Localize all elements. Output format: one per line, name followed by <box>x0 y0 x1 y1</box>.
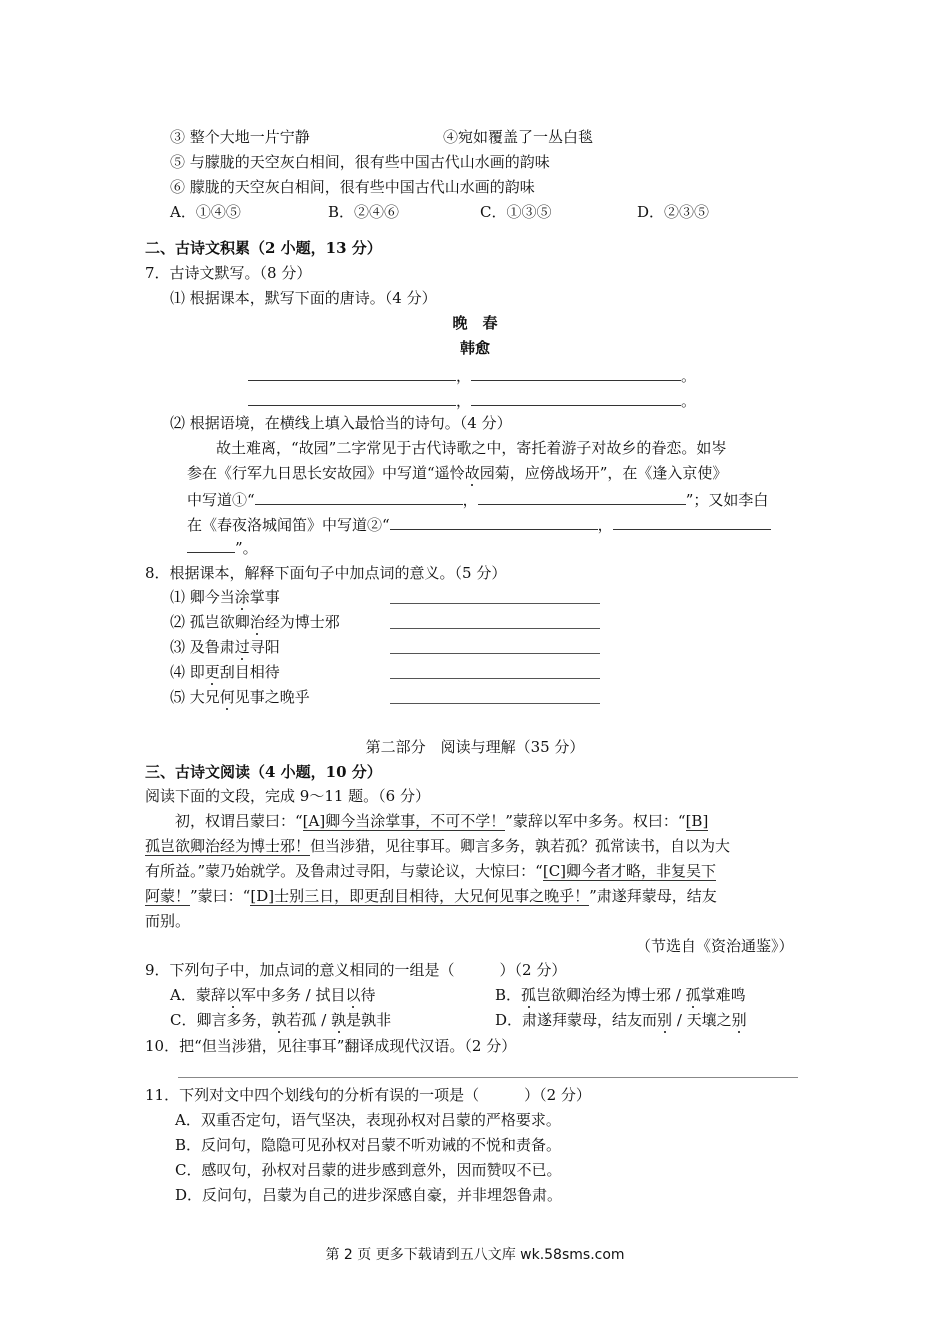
q7-passage-line-2 <box>187 463 727 483</box>
q9-option-c <box>170 1010 391 1030</box>
q8-answer-line[interactable] <box>390 603 600 604</box>
text: 刮目相待 <box>219 663 280 681</box>
text: D．肃遂拜蒙母，结友而 <box>495 1011 658 1029</box>
q8-item-2 <box>170 612 340 632</box>
text: 园菊，应傍战场开”，在《逢入京使》 <box>479 464 728 482</box>
q8-answer-line[interactable] <box>390 653 600 654</box>
comma: ， <box>597 516 613 534</box>
answer-blank[interactable] <box>613 515 771 530</box>
dotted-char: 过 <box>234 638 250 656</box>
answer-blank[interactable] <box>248 391 456 406</box>
q8-answer-line[interactable] <box>390 703 600 704</box>
text: 待 <box>360 986 376 1004</box>
dotted-char: 孰 <box>331 1011 347 1029</box>
text: ⑵ 孤岂欲卿 <box>170 613 250 631</box>
q10-stem: 10．把“但当涉猎，见往事耳”翻译成现代汉语。（2 分） <box>145 1037 517 1055</box>
text: 在《春夜洛城闻笛》中写道②“ <box>187 516 390 534</box>
text: ⑴ 卿今当 <box>170 588 235 606</box>
dotted-char: 别 <box>731 1011 747 1029</box>
comma: ， <box>456 392 472 410</box>
q6-option-4: ④宛如覆盖了一丛白毯 <box>443 128 594 146</box>
passage-source: （节选自《资治通鉴》） <box>636 937 794 955</box>
underlined-sentence-a: [A]卿今当涂掌事，不可不学！ <box>302 812 506 830</box>
period: 。 <box>681 367 697 385</box>
text: ”蒙辞以军中多务。权曰：“ <box>505 812 686 830</box>
underlined-sentence-b: [B] <box>685 812 709 830</box>
poem-title: 晚 春 <box>452 314 498 332</box>
q7-passage-line-4 <box>187 515 771 535</box>
passage-line-1 <box>175 811 708 831</box>
q7-stem: 7．古诗文默写。（8 分） <box>145 264 312 282</box>
dotted-char: 更 <box>204 663 220 681</box>
text: 若孤 / <box>286 1011 332 1029</box>
q11-option-a: A．双重否定句，语气坚决，表现孙权对吕蒙的严格要求。 <box>175 1111 561 1129</box>
answer-blank[interactable] <box>248 366 456 381</box>
text: ”蒙曰：“ <box>190 887 251 905</box>
text: 岂欲卿治经为博士邪 / <box>536 986 686 1004</box>
section3-intro: 阅读下面的文段，完成 9～11 题。（6 分） <box>145 787 430 805</box>
section2-title: 二、古诗文积累（2 小题，13 分） <box>145 239 382 257</box>
q9-option-d <box>495 1010 747 1030</box>
text: 中写道①“ <box>187 491 255 509</box>
q8-item-4 <box>170 662 280 682</box>
q11-stem: 11．下列对文中四个划线句的分析有误的一项是（ ）（2 分） <box>145 1086 591 1104</box>
q8-item-3 <box>170 637 280 657</box>
q6-option-3: ③ 整个大地一片宁静 <box>170 128 310 146</box>
dotted-char: 孤 <box>685 986 701 1004</box>
text: A．蒙辞 <box>170 986 226 1004</box>
q6-option-6: ⑥ 朦胧的天空灰白相间，很有些中国古代山水画的韵味 <box>170 178 535 196</box>
text: 掌事 <box>249 588 280 606</box>
poem-author: 韩愈 <box>459 339 490 357</box>
answer-blank[interactable] <box>478 490 686 505</box>
q7-sub2: ⑵ 根据语境，在横线上填入最恰当的诗句。（4 分） <box>170 414 512 432</box>
dotted-char: 故 <box>464 464 480 482</box>
q8-item-5 <box>170 687 310 707</box>
dotted-char: 别 <box>657 1011 673 1029</box>
comma: ， <box>456 367 472 385</box>
answer-blank[interactable] <box>187 538 235 553</box>
q7-passage-line-1: 故土难离，“故园”二字常见于古代诗歌之中，寄托着游子对故乡的眷恋。如岑 <box>216 439 727 457</box>
q6-option-5: ⑤ 与朦胧的天空灰白相间，很有些中国古代山水画的韵味 <box>170 153 550 171</box>
q8-answer-line[interactable] <box>390 628 600 629</box>
q8-answer-line[interactable] <box>390 678 600 679</box>
q9-option-b <box>495 985 746 1005</box>
poem-line-1 <box>248 366 696 386</box>
passage-line-5: 而别。 <box>145 912 191 930</box>
answer-blank[interactable] <box>471 366 681 381</box>
underlined-sentence-d: [D]士别三日，即更刮目相待，大兄何见事之晚乎！ <box>250 887 590 905</box>
text: ”肃遂拜蒙母，结友 <box>589 887 717 905</box>
text: 寻阳 <box>249 638 280 656</box>
passage-line-2 <box>145 836 730 856</box>
q9-stem: 9．下列句子中，加点词的意义相同的一组是（ ）（2 分） <box>145 961 567 979</box>
dotted-char: 涂 <box>234 588 250 606</box>
q6-choice-d: D．②③⑤ <box>637 203 710 221</box>
text: ⑷ 即 <box>170 663 205 681</box>
text: 见事之晚乎 <box>234 688 310 706</box>
dotted-char: 以 <box>345 986 361 1004</box>
period: 。 <box>681 392 697 410</box>
section3-title: 三、古诗文阅读（4 小题，10 分） <box>145 763 382 781</box>
dotted-char: 孰 <box>271 1011 287 1029</box>
dotted-char: 以 <box>225 986 241 1004</box>
text: ⑸ 大兄 <box>170 688 220 706</box>
text: 军中多务 / 拭目 <box>240 986 346 1004</box>
q10-answer-line[interactable] <box>178 1077 798 1078</box>
text: / 天壤之 <box>672 1011 732 1029</box>
q6-choice-c: C．①③⑤ <box>480 203 552 221</box>
text: ⑶ 及鲁肃 <box>170 638 235 656</box>
answer-blank[interactable] <box>390 515 598 530</box>
answer-blank[interactable] <box>255 490 463 505</box>
text: 初，权谓吕蒙曰：“ <box>175 812 303 830</box>
q8-item-1 <box>170 587 280 607</box>
dotted-char: 孤 <box>521 986 537 1004</box>
underlined-sentence-c: [C]卿今者才略，非复吴下 <box>542 862 717 880</box>
q8-stem: 8．根据课本，解释下面句子中加点词的意义。（5 分） <box>145 564 507 582</box>
page-footer: 第 2 页 更多下载请到五八文库 wk.58sms.com <box>325 1247 625 1263</box>
dotted-char: 何 <box>219 688 235 706</box>
text: 参在《行军九日思长安故园》中写道“遥怜 <box>187 464 465 482</box>
dotted-char: 治 <box>249 613 265 631</box>
q7-sub1: ⑴ 根据课本，默写下面的唐诗。（4 分） <box>170 289 437 307</box>
text: 但当涉猎，见往事耳。卿言多务，孰若孤？孤常读书，自以为大 <box>310 837 731 855</box>
text: 经为博士邪 <box>264 613 340 631</box>
q9-option-a <box>170 985 375 1005</box>
text: ”。 <box>235 539 258 557</box>
q7-passage-line-5 <box>187 538 258 558</box>
text: C．卿言多务， <box>170 1011 272 1029</box>
underlined-sentence-c: 阿蒙！ <box>145 887 191 905</box>
part2-title: 第二部分 阅读与理解（35 分） <box>365 738 585 756</box>
text: 是孰非 <box>346 1011 392 1029</box>
text: B． <box>495 986 522 1004</box>
text: 掌难鸣 <box>700 986 746 1004</box>
passage-line-4 <box>145 886 717 906</box>
text: 有所益。”蒙乃始就学。及鲁肃过寻阳，与蒙论议，大惊曰：“ <box>145 862 543 880</box>
answer-blank[interactable] <box>471 391 681 406</box>
comma: ， <box>462 491 478 509</box>
q11-option-b: B．反问句，隐隐可见孙权对吕蒙不听劝诫的不悦和责备。 <box>175 1136 562 1154</box>
q6-choice-b: B．②④⑥ <box>328 203 400 221</box>
q11-option-c: C．感叹句，孙权对吕蒙的进步感到意外，因而赞叹不已。 <box>175 1161 562 1179</box>
poem-line-2 <box>248 391 696 411</box>
passage-line-3 <box>145 861 716 881</box>
q11-option-d: D．反问句，吕蒙为自己的进步深感自豪，并非埋怨鲁肃。 <box>175 1186 563 1204</box>
q6-choice-a: A．①④⑤ <box>170 203 241 221</box>
underlined-sentence-b: 孤岂欲卿治经为博士邪！ <box>145 837 311 855</box>
text: ”；又如李白 <box>685 491 769 509</box>
q7-passage-line-3 <box>187 490 768 510</box>
